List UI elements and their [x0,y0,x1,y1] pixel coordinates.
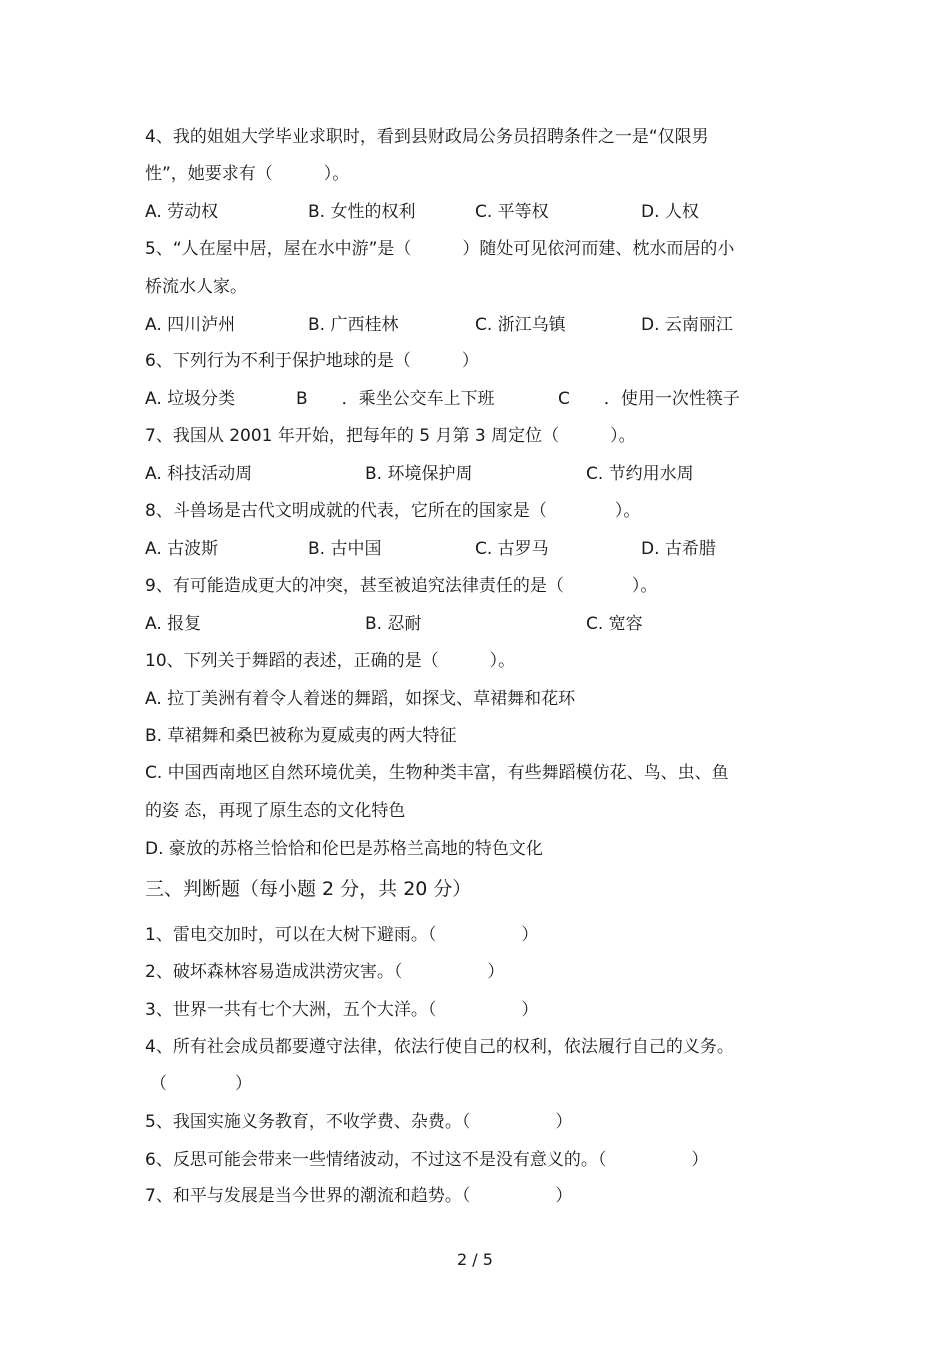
section-title: 三、判断题（每小题 2 分，共 20 分） [145,878,472,900]
option-d: D. 豪放的苏格兰恰恰和伦巴是苏格兰高地的特色文化 [145,839,543,859]
option-a: A. 垃圾分类 [145,389,236,409]
option-b: B. 广西桂林 [308,315,399,335]
judgement-item: 6、反思可能会带来一些情绪波动，不过这不是没有意义的。（ ） [145,1150,709,1170]
option-a: A. 古波斯 [145,539,219,559]
option-b: B. 环境保护周 [365,464,473,484]
option-a: A. 科技活动周 [145,464,253,484]
option-b: B. 草裙舞和桑巴被称为夏威夷的两大特征 [145,726,457,746]
judgement-item: 3、世界一共有七个大洲，五个大洋。（ ） [145,1000,539,1020]
option-a: A. 拉丁美洲有着令人着迷的舞蹈，如探戈、草裙舞和花环 [145,689,576,709]
question-line: 9、有可能造成更大的冲突，甚至被追究法律责任的是（ ）。 [145,576,658,596]
option-c: C. 古罗马 [475,539,549,559]
option-a: A. 劳动权 [145,202,219,222]
question-line: 性”，她要求有（ ）。 [145,164,350,184]
question-line: 7、我国从 2001 年开始，把每年的 5 月第 3 周定位（ ）。 [145,426,636,446]
option-c: C. 节约用水周 [586,464,694,484]
judgement-item: 5、我国实施义务教育，不收学费、杂费。（ ） [145,1112,573,1132]
option-a: A. 四川泸州 [145,315,236,335]
option-a: A. 报复 [145,614,202,634]
option-c: C. 宽容 [586,614,643,634]
option-c: C. 中国西南地区自然环境优美，生物种类丰富，有些舞蹈模仿花、鸟、虫、鱼 [145,763,729,783]
option-c-continued: 的姿 态，再现了原生态的文化特色 [145,801,406,821]
page-number: 2 / 5 [457,1250,493,1269]
judgement-item: 7、和平与发展是当今世界的潮流和趋势。（ ） [145,1186,573,1206]
question-line: 8、斗兽场是古代文明成就的代表，它所在的国家是（ ）。 [145,501,641,521]
option-d: D. 古希腊 [641,539,716,559]
option-c: C ．使用一次性筷子 [558,389,740,409]
option-c: C. 平等权 [475,202,549,222]
question-line: 桥流水人家。 [145,277,247,297]
option-d: D. 云南丽江 [641,315,733,335]
option-c: C. 浙江乌镇 [475,315,566,335]
option-b: B. 女性的权利 [308,202,416,222]
question-line: 10、下列关于舞蹈的表述，正确的是（ ）。 [145,651,516,671]
option-b: B. 古中国 [308,539,382,559]
question-line: 4、我的姐姐大学毕业求职时，看到县财政局公务员招聘条件之一是“仅限男 [145,127,709,147]
judgement-item: 1、雷电交加时，可以在大树下避雨。（ ） [145,925,539,945]
judgement-answer-blank: （ ） [150,1074,252,1094]
judgement-item: 2、破坏森林容易造成洪涝灾害。（ ） [145,962,505,982]
option-b: B. 忍耐 [365,614,422,634]
option-d: D. 人权 [641,202,699,222]
question-line: 5、“人在屋中居，屋在水中游”是（ ）随处可见依河而建、枕水而居的小 [145,239,735,259]
judgement-item: 4、所有社会成员都要遵守法律，依法行使自己的权利，依法履行自己的义务。 [145,1037,734,1057]
option-b: B ．乘坐公交车上下班 [296,389,495,409]
question-line: 6、下列行为不利于保护地球的是（ ） [145,351,479,371]
